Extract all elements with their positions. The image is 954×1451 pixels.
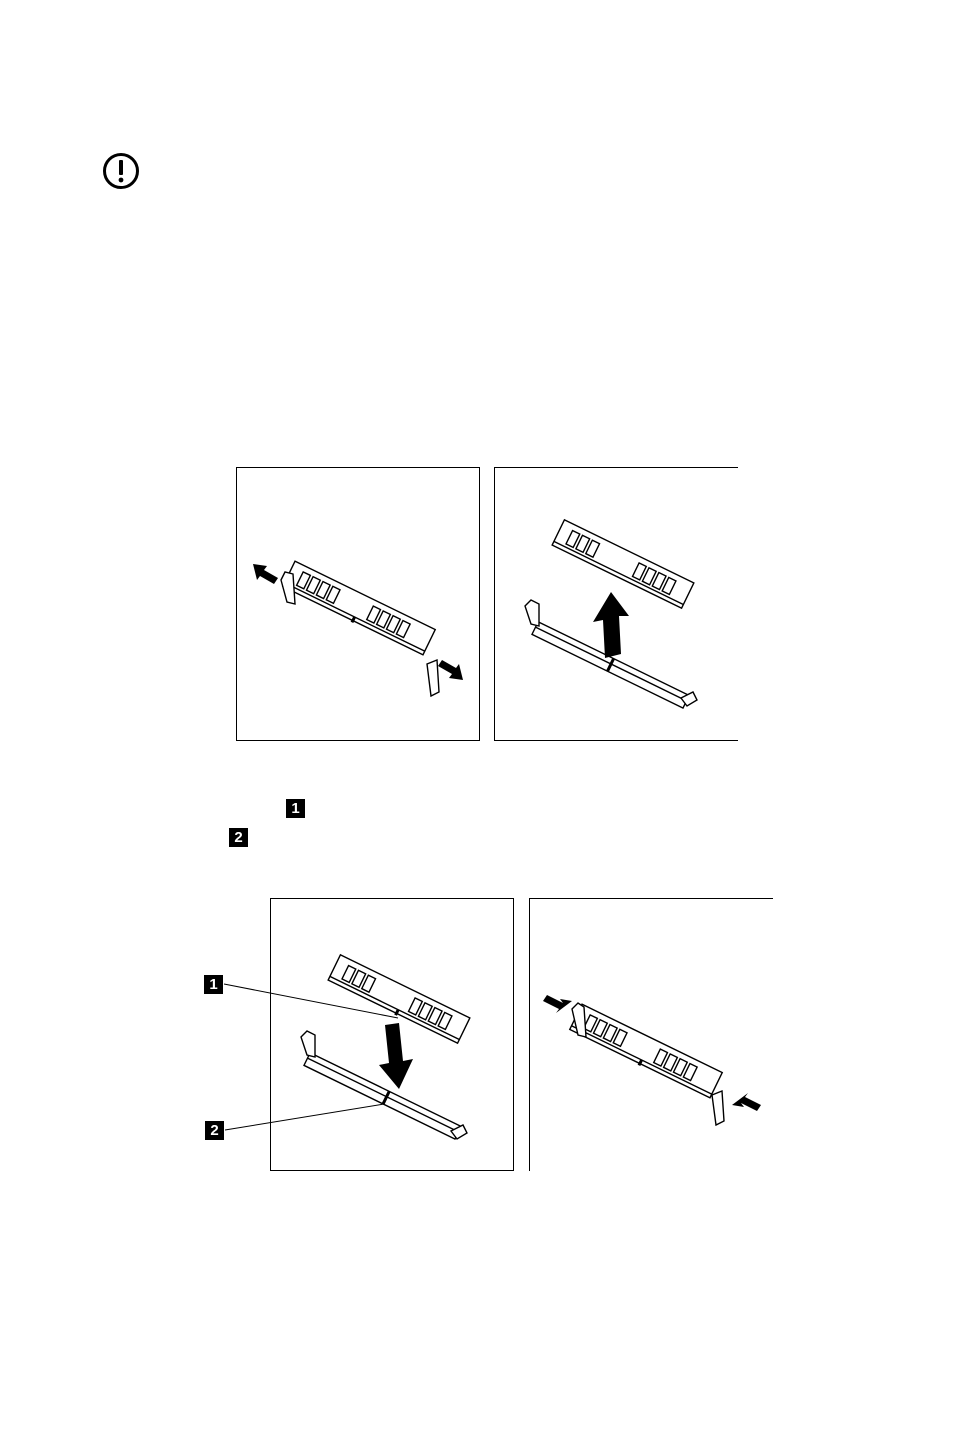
figure-remove-lift-panel [494,467,738,741]
figure-install-insert-panel [270,898,514,1171]
callout-marker-2: 2 [205,1121,224,1140]
memory-module-insert-icon [271,899,515,1172]
memory-module-remove-icon [495,468,739,742]
figure-install-latch-panel [529,898,773,1171]
figure-remove-latch-panel [236,467,480,741]
exclamation-circle-icon [102,152,140,190]
step-marker-1: 1 [286,799,305,818]
memory-module-latch-close-icon [530,899,774,1172]
memory-module-latch-open-icon [237,468,481,742]
callout-marker-1: 1 [204,975,223,994]
step-marker-2: 2 [229,828,248,847]
